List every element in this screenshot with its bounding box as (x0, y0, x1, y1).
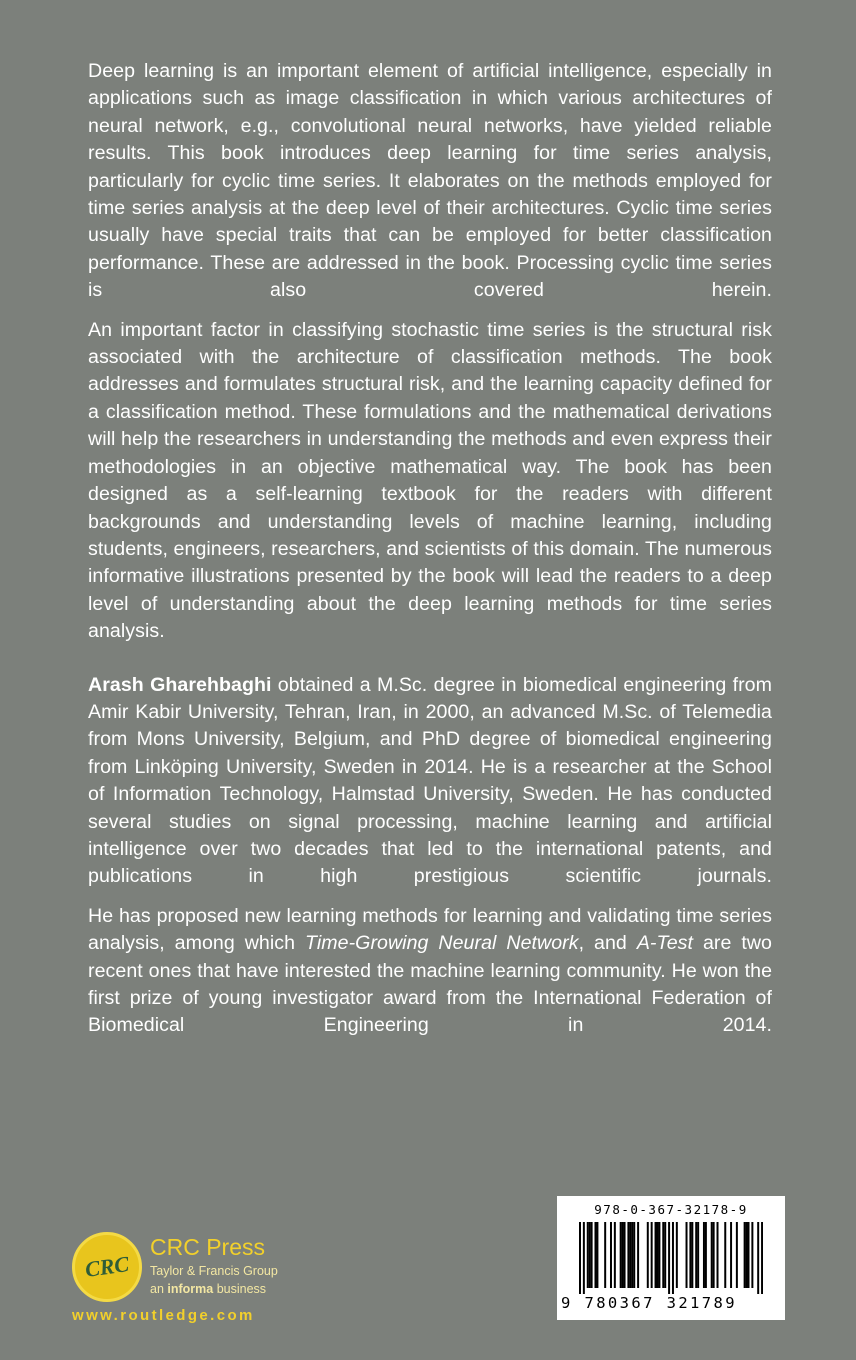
barcode-bar (689, 1222, 691, 1288)
barcode-bar (624, 1222, 626, 1288)
description-line: informative illustrations presented by the book will lead the readers to a (88, 565, 722, 588)
author-bio-paragraph-2: He has proposed new learning methods for learning and validating time series analysis, among which Time-Growing Neural Network, and A-Test are two recent ones that have interested the machine learning community. He won the first prize of young investigator award from the International Federation of Biomedical Engineering in 2014. (88, 904, 773, 1037)
description-paragraph-1 (88, 58, 772, 305)
description-line: understanding the methods and even express their methodologies in (88, 428, 772, 478)
barcode-bar (711, 1222, 713, 1288)
barcode-bar (647, 1222, 649, 1288)
description-line: book addresses and formulates structural risk, and the learning (88, 346, 772, 396)
barcode-bar (637, 1222, 639, 1288)
description-line: and the mathematical derivations will help the researchers in (88, 400, 772, 451)
barcode-bar (589, 1222, 591, 1288)
barcode-bar (658, 1222, 660, 1288)
barcode-bar (656, 1222, 658, 1288)
method-name-atest: A-Test (636, 932, 694, 955)
publisher-informa: an informa business (150, 1282, 267, 1296)
barcode-bar (686, 1222, 688, 1288)
author-bio-line: intelligence over two decades that led to the international patents, and (88, 837, 772, 860)
description-line: employed for better classification performance. These are addressed (88, 224, 772, 274)
author-bio-line: studies on signal processing, machine learning and artificial (151, 810, 772, 833)
barcode-bar (730, 1222, 732, 1288)
description-line: Deep learning is an important element of artificial intelligence, (88, 60, 653, 82)
isbn-digits: 9 780367 321789 (561, 1294, 737, 1312)
isbn-hyphenated: 978-0-367-32178-9 (594, 1202, 748, 1217)
description-line: an objective mathematical way. The book has been designed as a (88, 455, 772, 506)
description-line: architectures. Cyclic time series usually have special traits that can be (88, 197, 772, 247)
barcode-bar (746, 1222, 748, 1288)
barcode-bar (604, 1222, 606, 1288)
barcode-bar (717, 1222, 719, 1288)
barcode-bar (744, 1222, 746, 1288)
barcode-bar (583, 1222, 585, 1294)
description-line: engineers, researchers, and scientists of this domain. The numerous (167, 537, 772, 560)
description-line: risk associated with the architecture of classification methods. The (88, 318, 772, 369)
barcode-bar (627, 1222, 629, 1288)
barcode-bar (651, 1222, 653, 1288)
barcode-bar (713, 1222, 715, 1288)
barcode-bar (761, 1222, 763, 1294)
barcode-bar (751, 1222, 753, 1288)
publisher-logo (72, 1232, 312, 1332)
description-line: series analysis. (88, 592, 772, 643)
description-paragraph-2 (88, 317, 772, 646)
method-name-tgnn: Time-Growing Neural Network (305, 932, 579, 955)
barcode-bar (691, 1222, 693, 1288)
description-line: time series analysis, particularly for cyclic time series. It elaborates on (88, 142, 773, 192)
barcode-bar (614, 1222, 616, 1288)
barcode-bar (655, 1222, 657, 1288)
author-bio-line: Technology, Halmstad University, Sweden. He has conducted several (88, 783, 772, 833)
crc-badge-icon: CRC (72, 1232, 142, 1302)
description-line: capacity defined for a classification method. These formulations (88, 373, 772, 423)
barcode-bar (633, 1222, 635, 1288)
barcode-bar (594, 1222, 596, 1288)
author-bio-line: engineering from Amir Kabir University, Tehran, Iran, in 2000, an (88, 673, 772, 723)
barcode-bar (748, 1222, 750, 1288)
barcode-bar (664, 1222, 666, 1288)
barcode-bar (622, 1222, 624, 1288)
barcode-bars-icon (579, 1222, 763, 1294)
author-bio-line: publications in high prestigious scientific journals. (88, 865, 772, 888)
author-bio-line: PhD degree of biomedical engineering from Linköping University, (88, 728, 772, 778)
description-line: understanding levels of machine learning, including students, (88, 510, 772, 560)
barcode-bar (672, 1222, 674, 1294)
barcode-bar (757, 1222, 759, 1294)
barcode-bar (697, 1222, 699, 1288)
author-bio-line: advanced M.Sc. of Telemedia from Mons University, Belgium, and (88, 700, 772, 751)
barcode-bar (631, 1222, 633, 1288)
barcode-bar (587, 1222, 589, 1288)
barcode-bar (629, 1222, 631, 1288)
barcode-bar (705, 1222, 707, 1288)
description-line: deep level of understanding about the deep learning methods for time (88, 565, 772, 615)
barcode-bar (610, 1222, 612, 1288)
barcode-bar (620, 1222, 622, 1288)
barcode-bar (676, 1222, 678, 1288)
barcode-bar (724, 1222, 726, 1288)
barcode-bar (591, 1222, 593, 1288)
publisher-group: Taylor & Francis Group (150, 1264, 278, 1278)
barcode-bar (703, 1222, 705, 1288)
author-name: Arash Gharehbaghi (88, 673, 272, 696)
author-bio-paragraph-1: Arash Gharehbaghi obtained a M.Sc. degree in biomedical engineering from Amir Kabir University, Tehran, Iran, in 2000, an advanced M.Sc. of Telemedia from Mons University, Belgium, and PhD degree of biomedical engineering from Linköping University, Sweden in 2014. He is a researcher at the School of Information Technology, Halmstad University, Sweden. He has conducted several studies on signal processing, machine learning and artificial intelligence over two decades that led to the international patents, and publications in high prestigious scientific journals. (88, 673, 772, 888)
publisher-url: www.routledge.com (72, 1307, 255, 1324)
barcode-bar (695, 1222, 697, 1288)
description-line: especially in applications such as image classification in which various (88, 60, 772, 110)
barcode-bar (579, 1222, 581, 1294)
description-line: An important factor in classifying stochastic time series is the structural (88, 318, 733, 341)
description-line: self-learning textbook for the readers with different backgrounds and (88, 483, 772, 533)
publisher-name: CRC Press (150, 1234, 266, 1260)
description-line: the methods employed for time series analysis at the deep level of their (88, 169, 772, 220)
description-line: have yielded reliable results. This book introduces deep learning for (88, 114, 772, 165)
description-line: architectures of neural network, e.g., convolutional neural networks, (88, 87, 772, 137)
barcode-bar (736, 1222, 738, 1288)
description-line: in the book. Processing cyclic time series is also covered herein. (88, 251, 772, 302)
isbn-barcode (557, 1196, 785, 1320)
author-bio-line: Sweden in 2014. He is a researcher at the School of Information (88, 755, 772, 806)
barcode-bar (662, 1222, 664, 1288)
barcode-bar (668, 1222, 670, 1294)
barcode-bar (596, 1222, 598, 1288)
back-cover-text (88, 58, 772, 1052)
